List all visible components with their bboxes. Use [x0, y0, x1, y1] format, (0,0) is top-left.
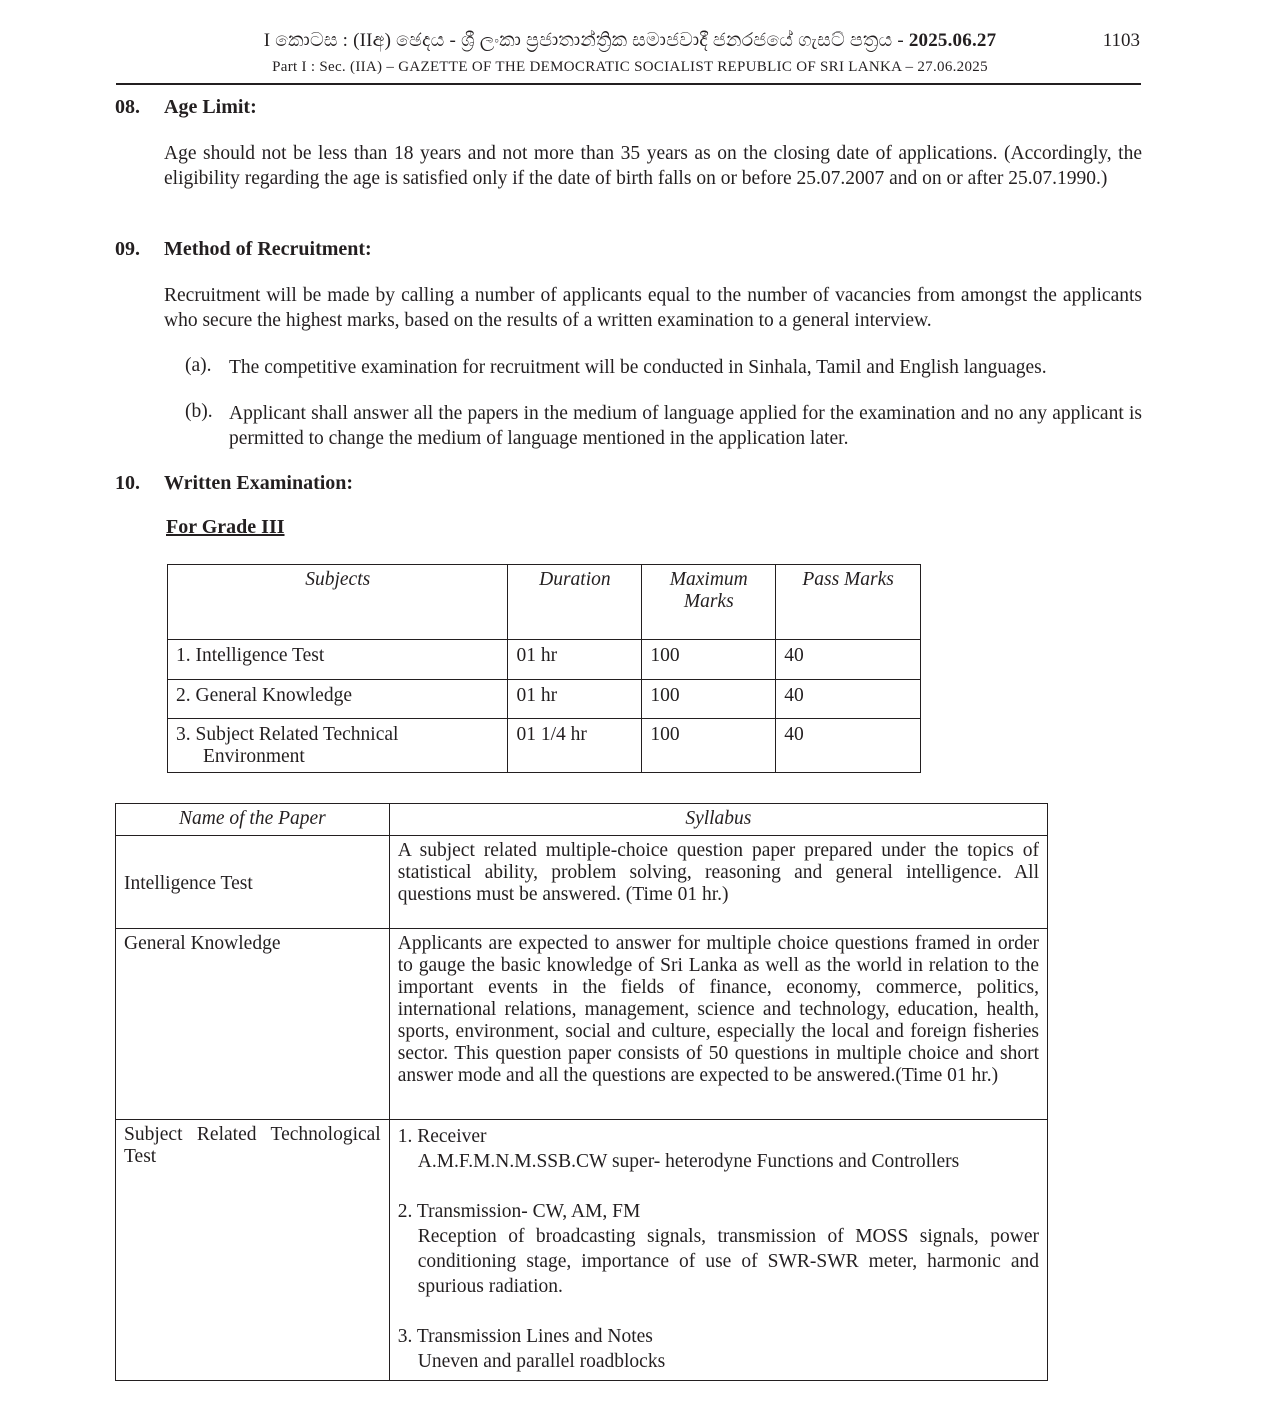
- subject-cell: [168, 719, 508, 773]
- duration-cell: 01 hr: [508, 680, 642, 719]
- max-marks-cell: 100: [642, 719, 776, 773]
- syllabus-item-title: 1. Receiver: [397, 1126, 487, 1147]
- header-divider: [116, 83, 1141, 85]
- duration-cell: 01 1/4 hr: [508, 719, 642, 773]
- table-row: [116, 929, 1048, 1120]
- syllabus-header-row: [116, 804, 1048, 836]
- header-maximum-marks: [642, 565, 776, 640]
- section-09-title: Method of Recruitment:: [164, 238, 372, 260]
- header-paper-name: Name of the Paper: [116, 804, 390, 836]
- spacer: [398, 1174, 1039, 1199]
- syllabus-item-detail: Uneven and parallel roadblocks: [417, 1351, 666, 1372]
- header-maximum-line1: Maximum: [669, 569, 748, 590]
- syllabus-table: [115, 803, 1048, 1381]
- subject-cell: 2. General Knowledge: [168, 680, 508, 719]
- table-row: [168, 680, 921, 719]
- pass-marks-cell: 40: [776, 719, 921, 773]
- gazette-header-english: Part I : Sec. (IIA) – GAZETTE OF THE DEMOCRATIC SOCIALIST REPUBLIC OF SRI LANKA – 27.06.2025: [272, 59, 988, 75]
- header-date: 2025.06.27: [908, 30, 997, 51]
- subject-line1: 3. Subject Related Technical: [176, 724, 399, 745]
- recruitment-item-a-text: The competitive examination for recruitment will be conducted in Sinhala, Tamil and English languages.: [229, 357, 1047, 378]
- spacer: [398, 1299, 1039, 1324]
- max-marks-cell: 100: [642, 680, 776, 719]
- syllabus-cell: [389, 1120, 1047, 1381]
- section-08-number: 08.: [115, 96, 140, 118]
- syllabus-item-title: 2. Transmission- CW, AM, FM: [397, 1201, 641, 1222]
- duration-cell: 01 hr: [508, 640, 642, 680]
- recruitment-item-b-text: Applicant shall answer all the papers in the medium of language applied for the examination and no any applicant is permitted to change the medium of language mentioned in the application later.: [229, 403, 1142, 449]
- header-duration: Duration: [508, 565, 642, 640]
- table-row: [116, 1120, 1048, 1381]
- header-pass-marks: Pass Marks: [776, 565, 921, 640]
- syllabus-cell: A subject related multiple-choice question paper prepared under the topics of statistical ability, problem solving, reasoning and general intelligence. All questions must be answered. (Time 01 hr.): [389, 836, 1047, 929]
- grade-iii-title: For Grade III: [166, 516, 285, 538]
- pass-marks-cell: 40: [776, 680, 921, 719]
- recruitment-paragraph: Recruitment will be made by calling a number of applicants equal to the number of vacancies from amongst the applicants who secure the highest marks, based on the results of a written examination to a general interview.: [164, 285, 1142, 331]
- header-syllabus: Syllabus: [389, 804, 1047, 836]
- section-10-title: Written Examination:: [164, 472, 354, 494]
- recruitment-item-a-label: (a).: [185, 355, 212, 376]
- paper-name-cell: Subject Related Technological Test: [116, 1120, 390, 1381]
- syllabus-item-title: 3. Transmission Lines and Notes: [397, 1326, 653, 1347]
- section-10-number: 10.: [115, 472, 140, 494]
- syllabus-item-detail: Reception of broadcasting signals, transmission of MOSS signals, power conditioning stage, importance of use of SWR-SWR meter, harmonic and spurious radiation.: [417, 1226, 1039, 1297]
- syllabus-item: [398, 1324, 1039, 1374]
- marks-table-header-row: [168, 565, 921, 640]
- subject-cell: 1. Intelligence Test: [168, 640, 508, 680]
- subject-line2: Environment: [203, 746, 305, 767]
- paper-name-cell: Intelligence Test: [116, 836, 390, 929]
- page-number: 1103: [1102, 30, 1140, 51]
- header-sinhala-text: I කොටස : (IIඅ) ඡෙදය - ශ්‍රී ලංකා ප්‍රජාතාන්ත්‍රික සමාජවාදී ජනරජයේ ගැසට් පත්‍රය -: [263, 30, 909, 51]
- recruitment-item-b-label: (b).: [185, 401, 213, 422]
- table-row: [116, 836, 1048, 929]
- marks-table: [167, 564, 921, 773]
- table-row: [168, 719, 921, 773]
- header-maximum-line2: Marks: [683, 591, 734, 612]
- syllabus-item: [398, 1199, 1039, 1299]
- max-marks-cell: 100: [642, 640, 776, 680]
- syllabus-item: [398, 1124, 1039, 1174]
- table-row: [168, 640, 921, 680]
- age-limit-paragraph: Age should not be less than 18 years and not more than 35 years as on the closing date of applications. (Accordingly, the eligibility regarding the age is satisfied only if the date of birth falls on or before 25.07.2007 and on or after 25.07.1990.): [164, 143, 1142, 189]
- syllabus-cell: Applicants are expected to answer for multiple choice questions framed in order to gauge the basic knowledge of Sri Lanka as well as the world in relation to the important events in the fields of finance, economy, commerce, politics, international relations, management, science and technology, education, health, sports, environment, social and culture, especially the local and foreign fisheries sector. This question paper consists of 50 questions in multiple choice and short answer mode and all the questions are expected to be answered.(Time 01 hr.): [389, 929, 1047, 1120]
- header-subjects: Subjects: [168, 565, 508, 640]
- syllabus-item-detail: A.M.F.M.N.M.SSB.CW super- heterodyne Functions and Controllers: [417, 1151, 960, 1172]
- section-08-title: Age Limit:: [164, 96, 257, 118]
- gazette-header-sinhala: [0, 30, 1260, 52]
- section-09-number: 09.: [115, 238, 140, 260]
- pass-marks-cell: 40: [776, 640, 921, 680]
- paper-name-cell: General Knowledge: [116, 929, 390, 1120]
